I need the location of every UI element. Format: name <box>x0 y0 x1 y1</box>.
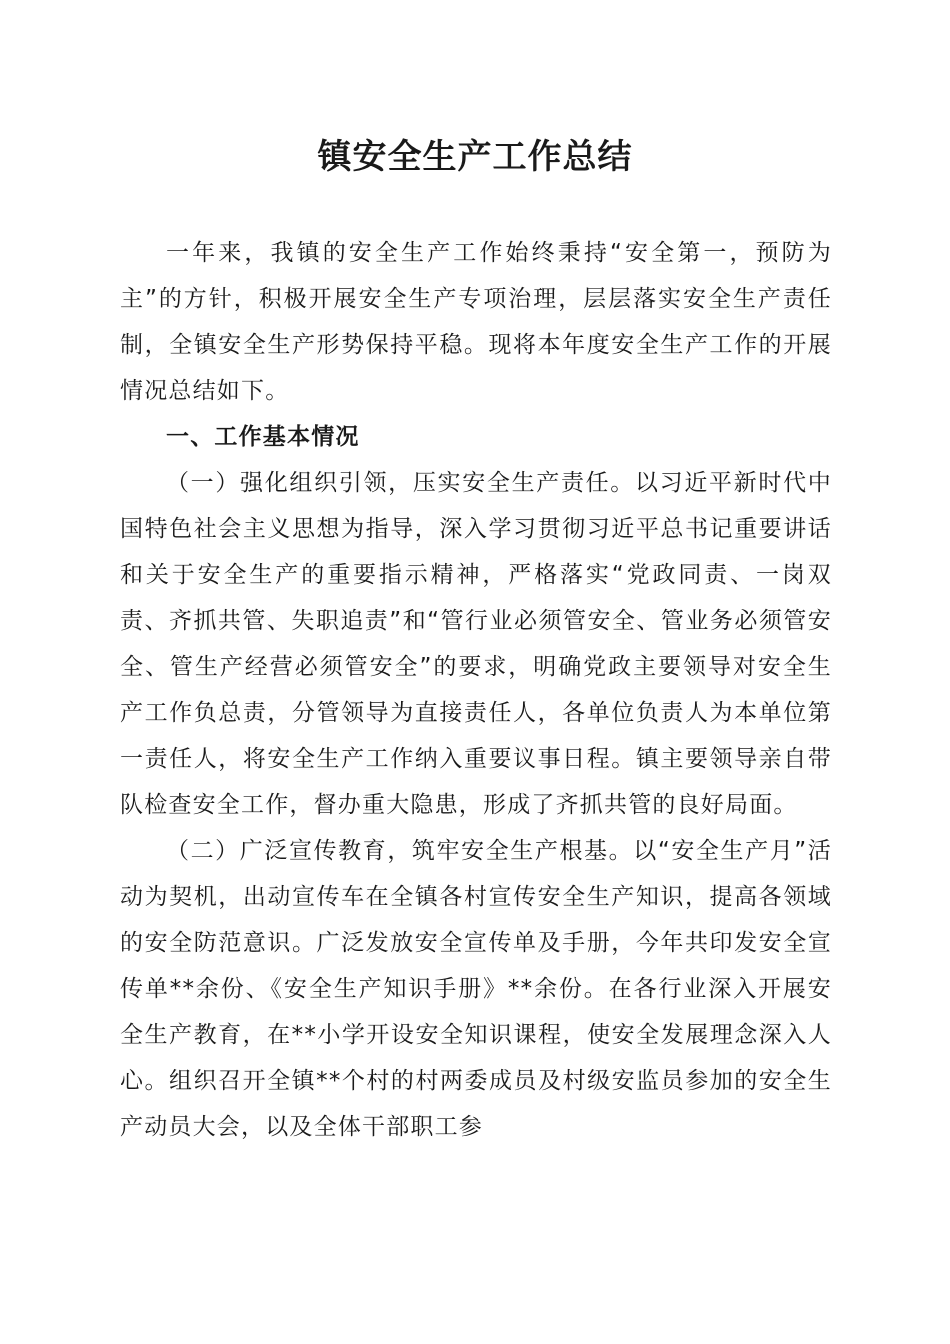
document-body <box>120 230 832 1150</box>
intro-paragraph: 一年来，我镇的安全生产工作始终秉持“安全第一，预防为主”的方针，积极开展安全生产专项治理，层层落实安全生产责任制，全镇安全生产形势保持平稳。现将本年度安全生产工作的开展情况总结如下。 <box>120 240 832 404</box>
document-title: 镇安全生产工作总结 <box>317 137 633 177</box>
paragraph-2 <box>120 828 832 1150</box>
paragraph-2-subhead: （二）广泛宣传教育，筑牢安全生产根基。 <box>166 838 634 864</box>
paragraph-1-subhead: （一）强化组织引领，压实安全生产责任。 <box>166 470 635 496</box>
paragraph-1 <box>120 460 832 828</box>
paragraph-2-body: 以“安全生产月”活动为契机，出动宣传车在全镇各村宣传安全生产知识，提高各领域的安全防范意识。广泛发放安全宣传单及手册，今年共印发安全宣传单**余份、《安全生产知识手册》**余份。在各行业深入开展安全生产教育，在**小学开设安全知识课程，使安全发展理念深入人心。组织召开全镇**个村的村两委成员及村级安监员参加的安全生产动员大会，以及全体干部职工参 <box>120 838 832 1140</box>
section-heading-1: 一、工作基本情况 <box>166 424 360 450</box>
paragraph-1-body: 以习近平新时代中国特色社会主义思想为指导，深入学习贯彻习近平总书记重要讲话和关于安全生产的重要指示精神，严格落实“党政同责、一岗双责、齐抓共管、失职追责”和“管行业必须管安全、管业务必须管安全、管生产经营必须管安全”的要求，明确党政主要领导对安全生产工作负总责，分管领导为直接责任人，各单位负责人为本单位第一责任人，将安全生产工作纳入重要议事日程。镇主要领导亲自带队检查安全工作，督办重大隐患，形成了齐抓共管的良好局面。 <box>120 470 832 818</box>
